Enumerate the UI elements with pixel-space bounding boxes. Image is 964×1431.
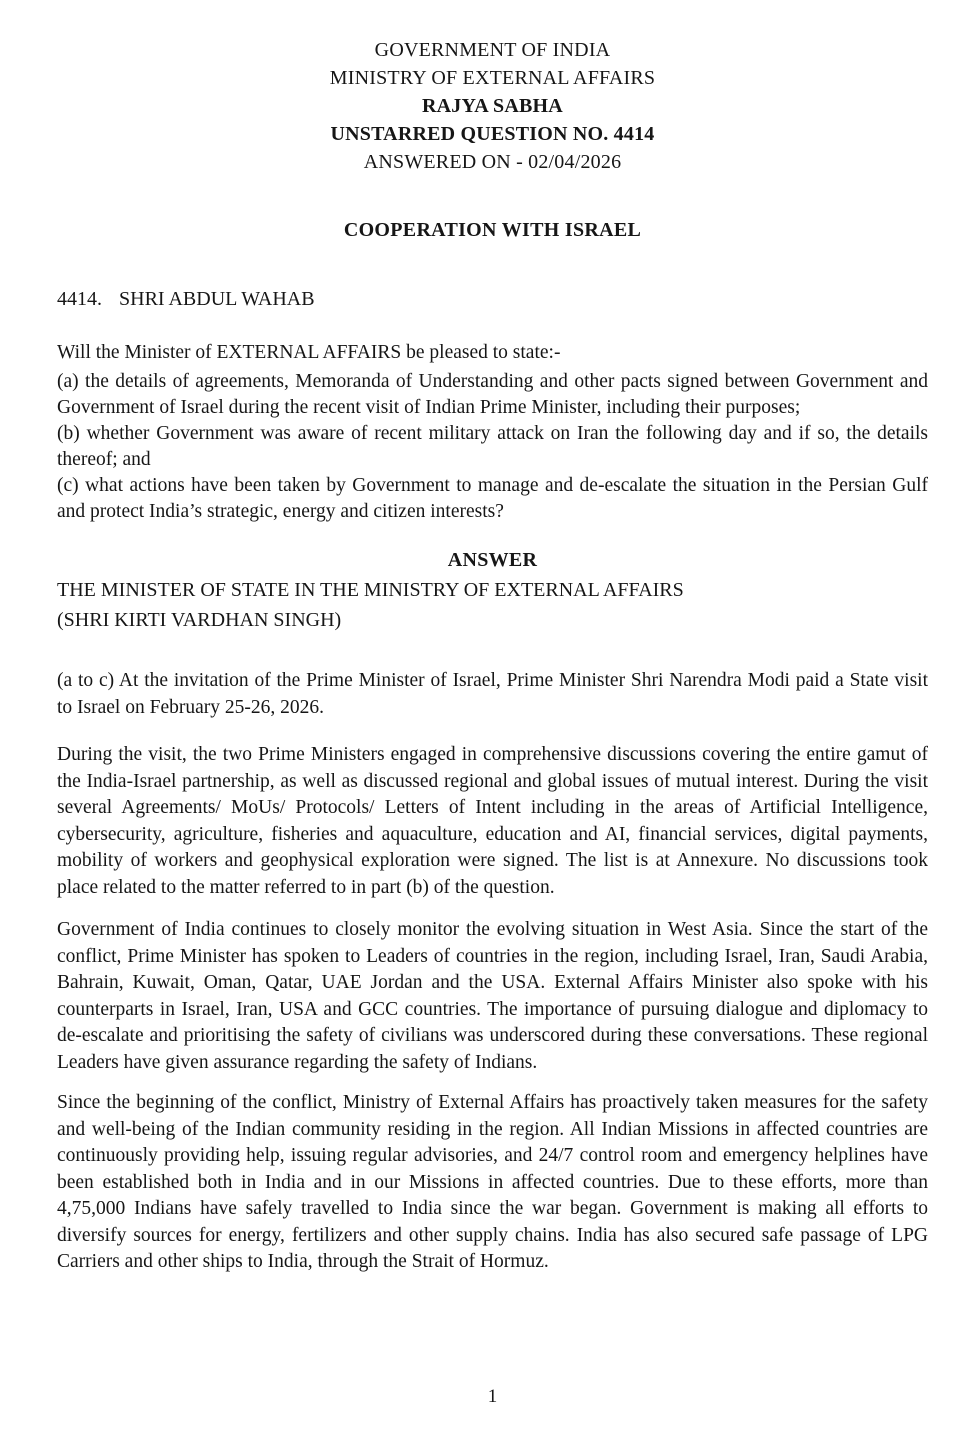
question-member-name: SHRI ABDUL WAHAB xyxy=(119,288,315,310)
answer-paragraph-4: Since the beginning of the conflict, Ministry of External Affairs has proactively taken measures for the safety and well-being of the Indian community residing in the region. All Indian Missions in affected countries are continuously providing help, issuing regular advisories, and 24/7 control room and emergency helplines have been established both in India and in our Missions in affected countries. Due to these efforts, more than 4,75,000 Indians have safely travelled to India since the war began. Government is making all efforts to diversify sources for energy, fertilizers and other supply chains. India has also secured safe passage of LPG Carriers and other ships to India, through the Strait of Hormuz. xyxy=(57,1092,928,1272)
page-number: 1 xyxy=(487,1386,498,1407)
question-asker-line xyxy=(57,286,928,313)
question-part-a: (a) the details of agreements, Memoranda of Understanding and other pacts signed between Government and Government of Israel during the recent visit of Indian Prime Minister, including their purposes; xyxy=(57,371,928,418)
question-intro: Will the Minister of EXTERNAL AFFAIRS be pleased to state:- xyxy=(57,342,561,363)
header-line-question-number: UNSTARRED QUESTION NO. 4414 xyxy=(330,123,655,145)
minister-name: (SHRI KIRTI VARDHAN SINGH) xyxy=(57,609,342,631)
answer-paragraph-3: Government of India continues to closely monitor the evolving situation in West Asia. Since the start of the conflict, Prime Minister has spoken to Leaders of countries in the region, including Israel, Iran, Saudi Arabia, Bahrain, Kuwait, Oman, Qatar, UAE Jordan and the USA. External Affairs Minister also spoke with his counterparts in Israel, Iran, USA and GCC countries. The importance of pursuing dialogue and diplomacy to de-escalate and prioritising the safety of civilians was underscored during these conversations. These regional Leaders have given assurance regarding the safety of Indians. xyxy=(57,919,928,1073)
answer-paragraph-1: (a to c) At the invitation of the Prime Minister of Israel, Prime Minister Shri Narendra Modi paid a State visit to Israel on February 25-26, 2026. xyxy=(57,670,928,718)
header-line-house: RAJYA SABHA xyxy=(422,95,563,117)
question-number: 4414. xyxy=(57,288,102,310)
answer-heading: ANSWER xyxy=(447,549,538,571)
answer-paragraph-2: During the visit, the two Prime Ministers engaged in comprehensive discussions covering the entire gamut of the India-Israel partnership, as well as discussed regional and global issues of mutual interest. During the visit several Agreements/ MoUs/ Protocols/ Letters of Intent including in the areas of Artificial Intelligence, cybersecurity, agriculture, fisheries and aquaculture, education and AI, financial services, digital payments, mobility of workers and geophysical exploration were signed. The list is at Annexure. No discussions took place related to the matter referred to in part (b) of the question. xyxy=(57,744,928,898)
header-line-ministry: MINISTRY OF EXTERNAL AFFAIRS xyxy=(329,67,656,89)
subject-title: COOPERATION WITH ISRAEL xyxy=(343,219,642,241)
question-part-b: (b) whether Government was aware of recent military attack on Iran the following day and if so, the details thereof; and xyxy=(57,423,928,470)
document-header xyxy=(57,36,928,176)
question-part-c: (c) what actions have been taken by Government to manage and de-escalate the situation in the Persian Gulf and protect India’s strategic, energy and citizen interests? xyxy=(57,475,928,522)
header-line-answered-on: ANSWERED ON - 02/04/2026 xyxy=(363,151,622,173)
header-line-government: GOVERNMENT OF INDIA xyxy=(374,39,611,61)
minister-designation: THE MINISTER OF STATE IN THE MINISTRY OF EXTERNAL AFFAIRS xyxy=(57,579,684,601)
